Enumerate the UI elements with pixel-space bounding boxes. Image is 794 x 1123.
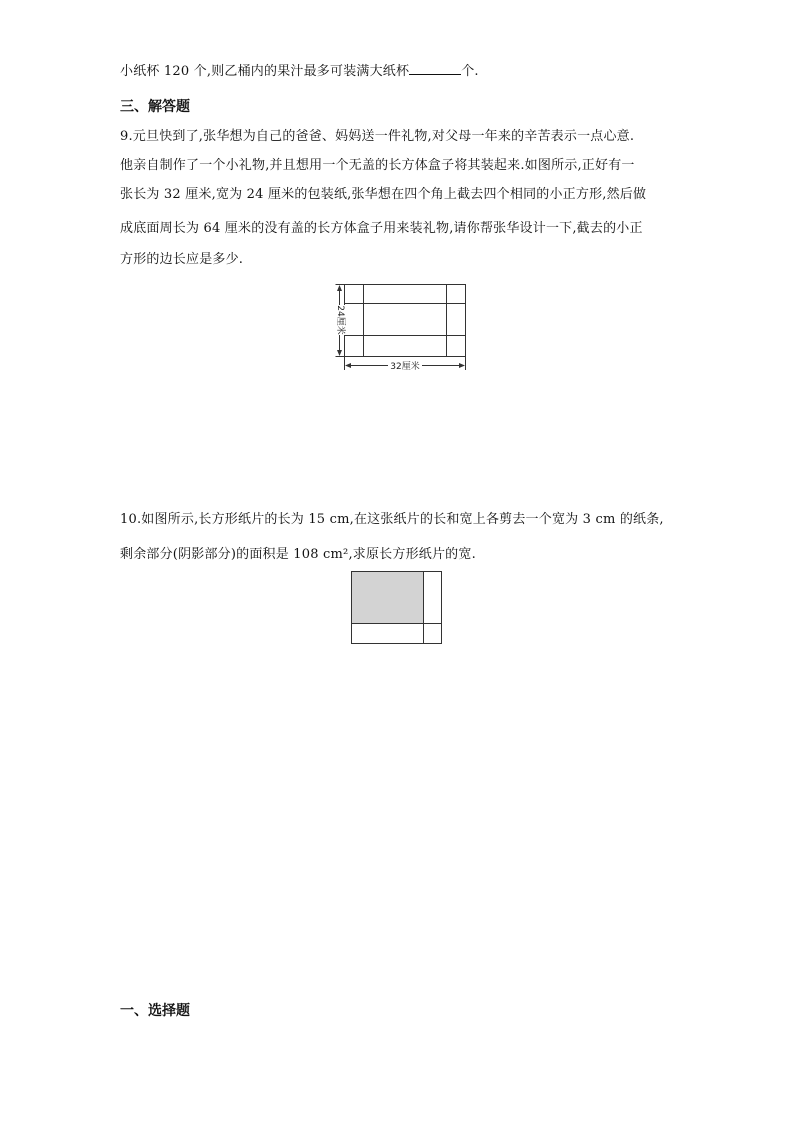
arrow-left	[345, 363, 351, 368]
height-label: 24厘米	[335, 305, 345, 335]
question-10-line-2: 剩余部分(阴影部分)的面积是 108 cm²,求原长方形纸片的宽.	[120, 547, 476, 562]
question-9-line-3: 张长为 32 厘米,宽为 24 厘米的包装纸,张华想在四个角上截去四个相同的小正方形,然后做	[120, 187, 647, 202]
shaded-region	[352, 572, 423, 623]
question-9-line-4: 成底面周长为 64 厘米的没有盖的长方体盒子用来装礼物,请你帮张华设计一下,截去的小正	[120, 221, 643, 236]
arrow-up	[337, 285, 342, 291]
q8-tail-end: 个.	[461, 64, 479, 79]
paper-outline	[345, 285, 466, 357]
question-9-line-5: 方形的边长应是多少.	[120, 252, 244, 267]
section-heading-answer-questions: 三、解答题	[120, 99, 190, 115]
question-9-line-2: 他亲自制作了一个小礼物,并且想用一个无盖的长方体盒子将其装起来.如图所示,正好有一	[120, 158, 635, 173]
q10-figure-rectangle	[351, 571, 444, 646]
arrow-down	[337, 350, 342, 356]
q8-tail-line	[120, 57, 680, 86]
section-heading-multiple-choice: 一、选择题	[120, 1003, 190, 1019]
question-10-line-1: 10.如图所示,长方形纸片的长为 15 cm,在这张纸片的长和宽上各剪去一个宽为 3 cm 的纸条,	[120, 512, 664, 527]
q8-tail-text: 小纸杯 120 个,则乙桶内的果汁最多可装满大纸杯	[120, 64, 410, 79]
q9-figure-wrapping-paper	[320, 279, 475, 375]
arrow-right	[459, 363, 465, 368]
width-label: 32厘米	[390, 362, 420, 372]
question-9-line-1: 9.元旦快到了,张华想为自己的爸爸、妈妈送一件礼物,对父母一年来的辛苦表示一点心意.	[120, 129, 635, 144]
answer-blank[interactable]	[409, 61, 461, 75]
